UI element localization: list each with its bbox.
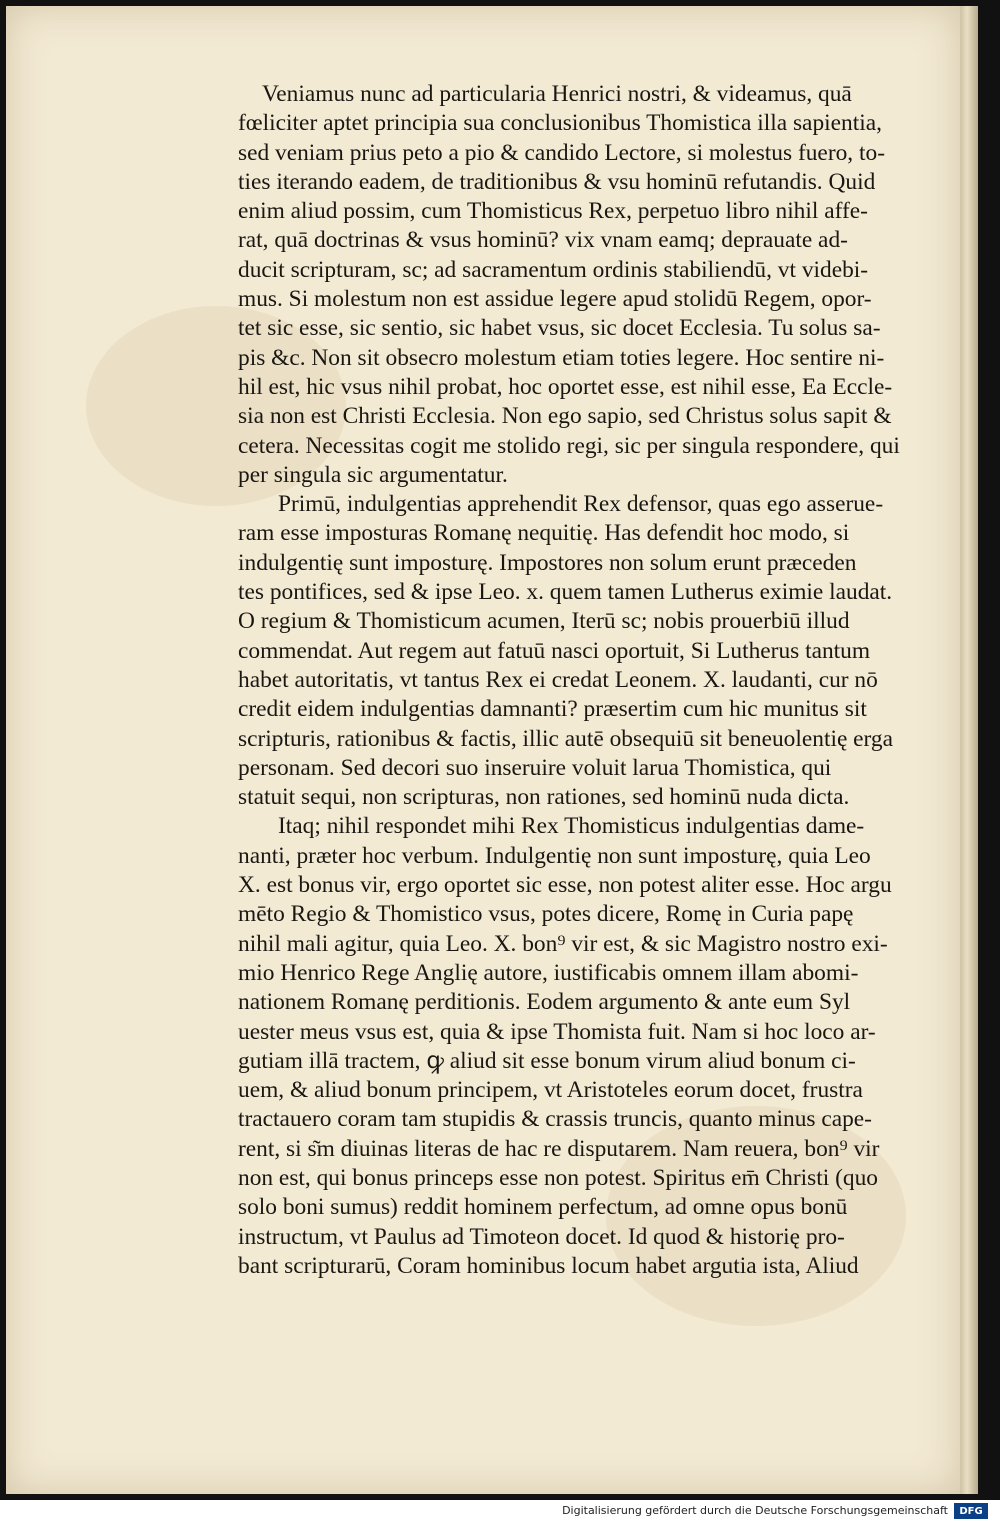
text-line: personam. Sed decori suo inseruire voluit larua Thomistica, qui bbox=[238, 754, 832, 781]
text-line: indulgentię sunt imposturę. Impostores non solum erunt præceden bbox=[238, 549, 857, 576]
text-line: credit eidem indulgentias damnanti? præsertim cum hic munitus sit bbox=[238, 696, 867, 723]
text-line: nationem Romanę perditionis. Eodem argumento & ante eum Syl bbox=[238, 989, 851, 1016]
body-text bbox=[238, 80, 968, 1281]
text-line: bant scripturarū, Coram hominibus locum habet argutia ista, Aliud bbox=[238, 1252, 859, 1279]
text-line: scripturis, rationibus & factis, illic autē obsequiū sit beneuolentię erga bbox=[238, 725, 893, 752]
text-line: uem, & aliud bonum principem, vt Aristoteles eorum docet, frustra bbox=[238, 1077, 863, 1104]
text-line: ram esse imposturas Romanę nequitię. Has defendit hoc modo, si bbox=[238, 520, 850, 547]
text-line: mio Henrico Rege Anglię autore, iustificabis omnem illam abomi- bbox=[238, 959, 859, 986]
text-line: rat, quā doctrinas & vsus hominū? vix vnam eamq; deprauate ad- bbox=[238, 227, 848, 254]
text-line: sed veniam prius peto a pio & candido Lectore, si molestus fuero, to- bbox=[238, 139, 885, 166]
text-line: Itaq; nihil respondet mihi Rex Thomisticus indulgentias dame- bbox=[278, 813, 865, 840]
text-line: fœliciter aptet principia sua conclusionibus Thomistica illa sapientia, bbox=[238, 110, 882, 137]
footer-bar bbox=[0, 1500, 1000, 1523]
text-line: tractauero coram tam stupidis & crassis truncis, quanto minus cape- bbox=[238, 1106, 872, 1133]
text-line: X. est bonus vir, ergo oportet sic esse, non potest aliter esse. Hoc argu bbox=[238, 872, 892, 899]
text-line: Veniamus nunc ad particularia Henrici nostri, & videamus, quā bbox=[262, 81, 852, 107]
text-line: cetera. Necessitas cogit me stolido regi, sic per singula respondere, qui bbox=[238, 432, 900, 459]
text-line: nanti, præter hoc verbum. Indulgentię non sunt imposturę, quia Leo bbox=[238, 842, 871, 869]
text-line: tes pontifices, sed & ipse Leo. x. quem tamen Lutherus eximie laudat. bbox=[238, 579, 893, 606]
text-line: gutiam illā tractem, ꝙ aliud sit esse bonum virum aliud bonum ci- bbox=[238, 1047, 856, 1074]
text-line: pis &c. Non sit obsecro molestum etiam toties legere. Hoc sentire ni- bbox=[238, 344, 885, 371]
text-line: tet sic esse, sic sentio, sic habet vsus, sic docet Ecclesia. Tu solus sa- bbox=[238, 315, 881, 342]
text-line: rent, si s͂m diuinas literas de hac re disputarem. Nam reuera, bon⁹ vir bbox=[238, 1135, 880, 1162]
text-line: instructum, vt Paulus ad Timoteon docet. Id quod & historię pro- bbox=[238, 1223, 845, 1250]
text-line: solo boni sumus) reddit hominem perfectum, ad omne opus bonū bbox=[238, 1194, 848, 1221]
text-line: sia non est Christi Ecclesia. Non ego sapio, sed Christus solus sapit & bbox=[238, 403, 892, 430]
text-line: ducit scripturam, sc; ad sacramentum ordinis stabiliendū, vt videbi- bbox=[238, 256, 869, 283]
text-line: statuit sequi, non scripturas, non rationes, sed hominū nuda dicta. bbox=[238, 784, 850, 811]
text-line: ties iterando eadem, de traditionibus & vsu hominū refutandis. Quid bbox=[238, 168, 876, 195]
text-line: O regium & Thomisticum acumen, Iterū sc; nobis prouerbiū illud bbox=[238, 608, 850, 635]
text-line: non est, qui bonus princeps esse non potest. Spiritus em̄ Christi (quo bbox=[238, 1164, 878, 1191]
text-line: per singula sic argumentatur. bbox=[238, 461, 508, 488]
text-line: commendat. Aut regem aut fatuū nasci oportuit, Si Lutherus tantum bbox=[238, 637, 871, 664]
text-line: enim aliud possim, cum Thomisticus Rex, perpetuo libro nihil affe- bbox=[238, 198, 868, 225]
text-line: nihil mali agitur, quia Leo. X. bon⁹ vir est, & sic Magistro nostro exi- bbox=[238, 930, 888, 957]
text-line: Primū, indulgentias apprehendit Rex defensor, quas ego asserue- bbox=[278, 491, 884, 518]
funding-notice: Digitalisierung gefördert durch die Deutsche Forschungsgemeinschaft bbox=[562, 1504, 948, 1517]
dfg-logo: DFG bbox=[954, 1503, 988, 1519]
text-line: habet autoritatis, vt tantus Rex ei credat Leonem. X. laudanti, cur nō bbox=[238, 666, 878, 693]
text-line: hil est, hic vsus nihil probat, hoc oportet esse, est nihil esse, Ea Eccle- bbox=[238, 373, 893, 400]
text-line: mēto Regio & Thomistico vsus, potes dicere, Romę in Curia papę bbox=[238, 901, 854, 928]
text-line: mus. Si molestum non est assidue legere apud stolidū Regem, opor- bbox=[238, 286, 872, 313]
text-line: uester meus vsus est, quia & ipse Thomista fuit. Nam si hoc loco ar- bbox=[238, 1018, 876, 1045]
